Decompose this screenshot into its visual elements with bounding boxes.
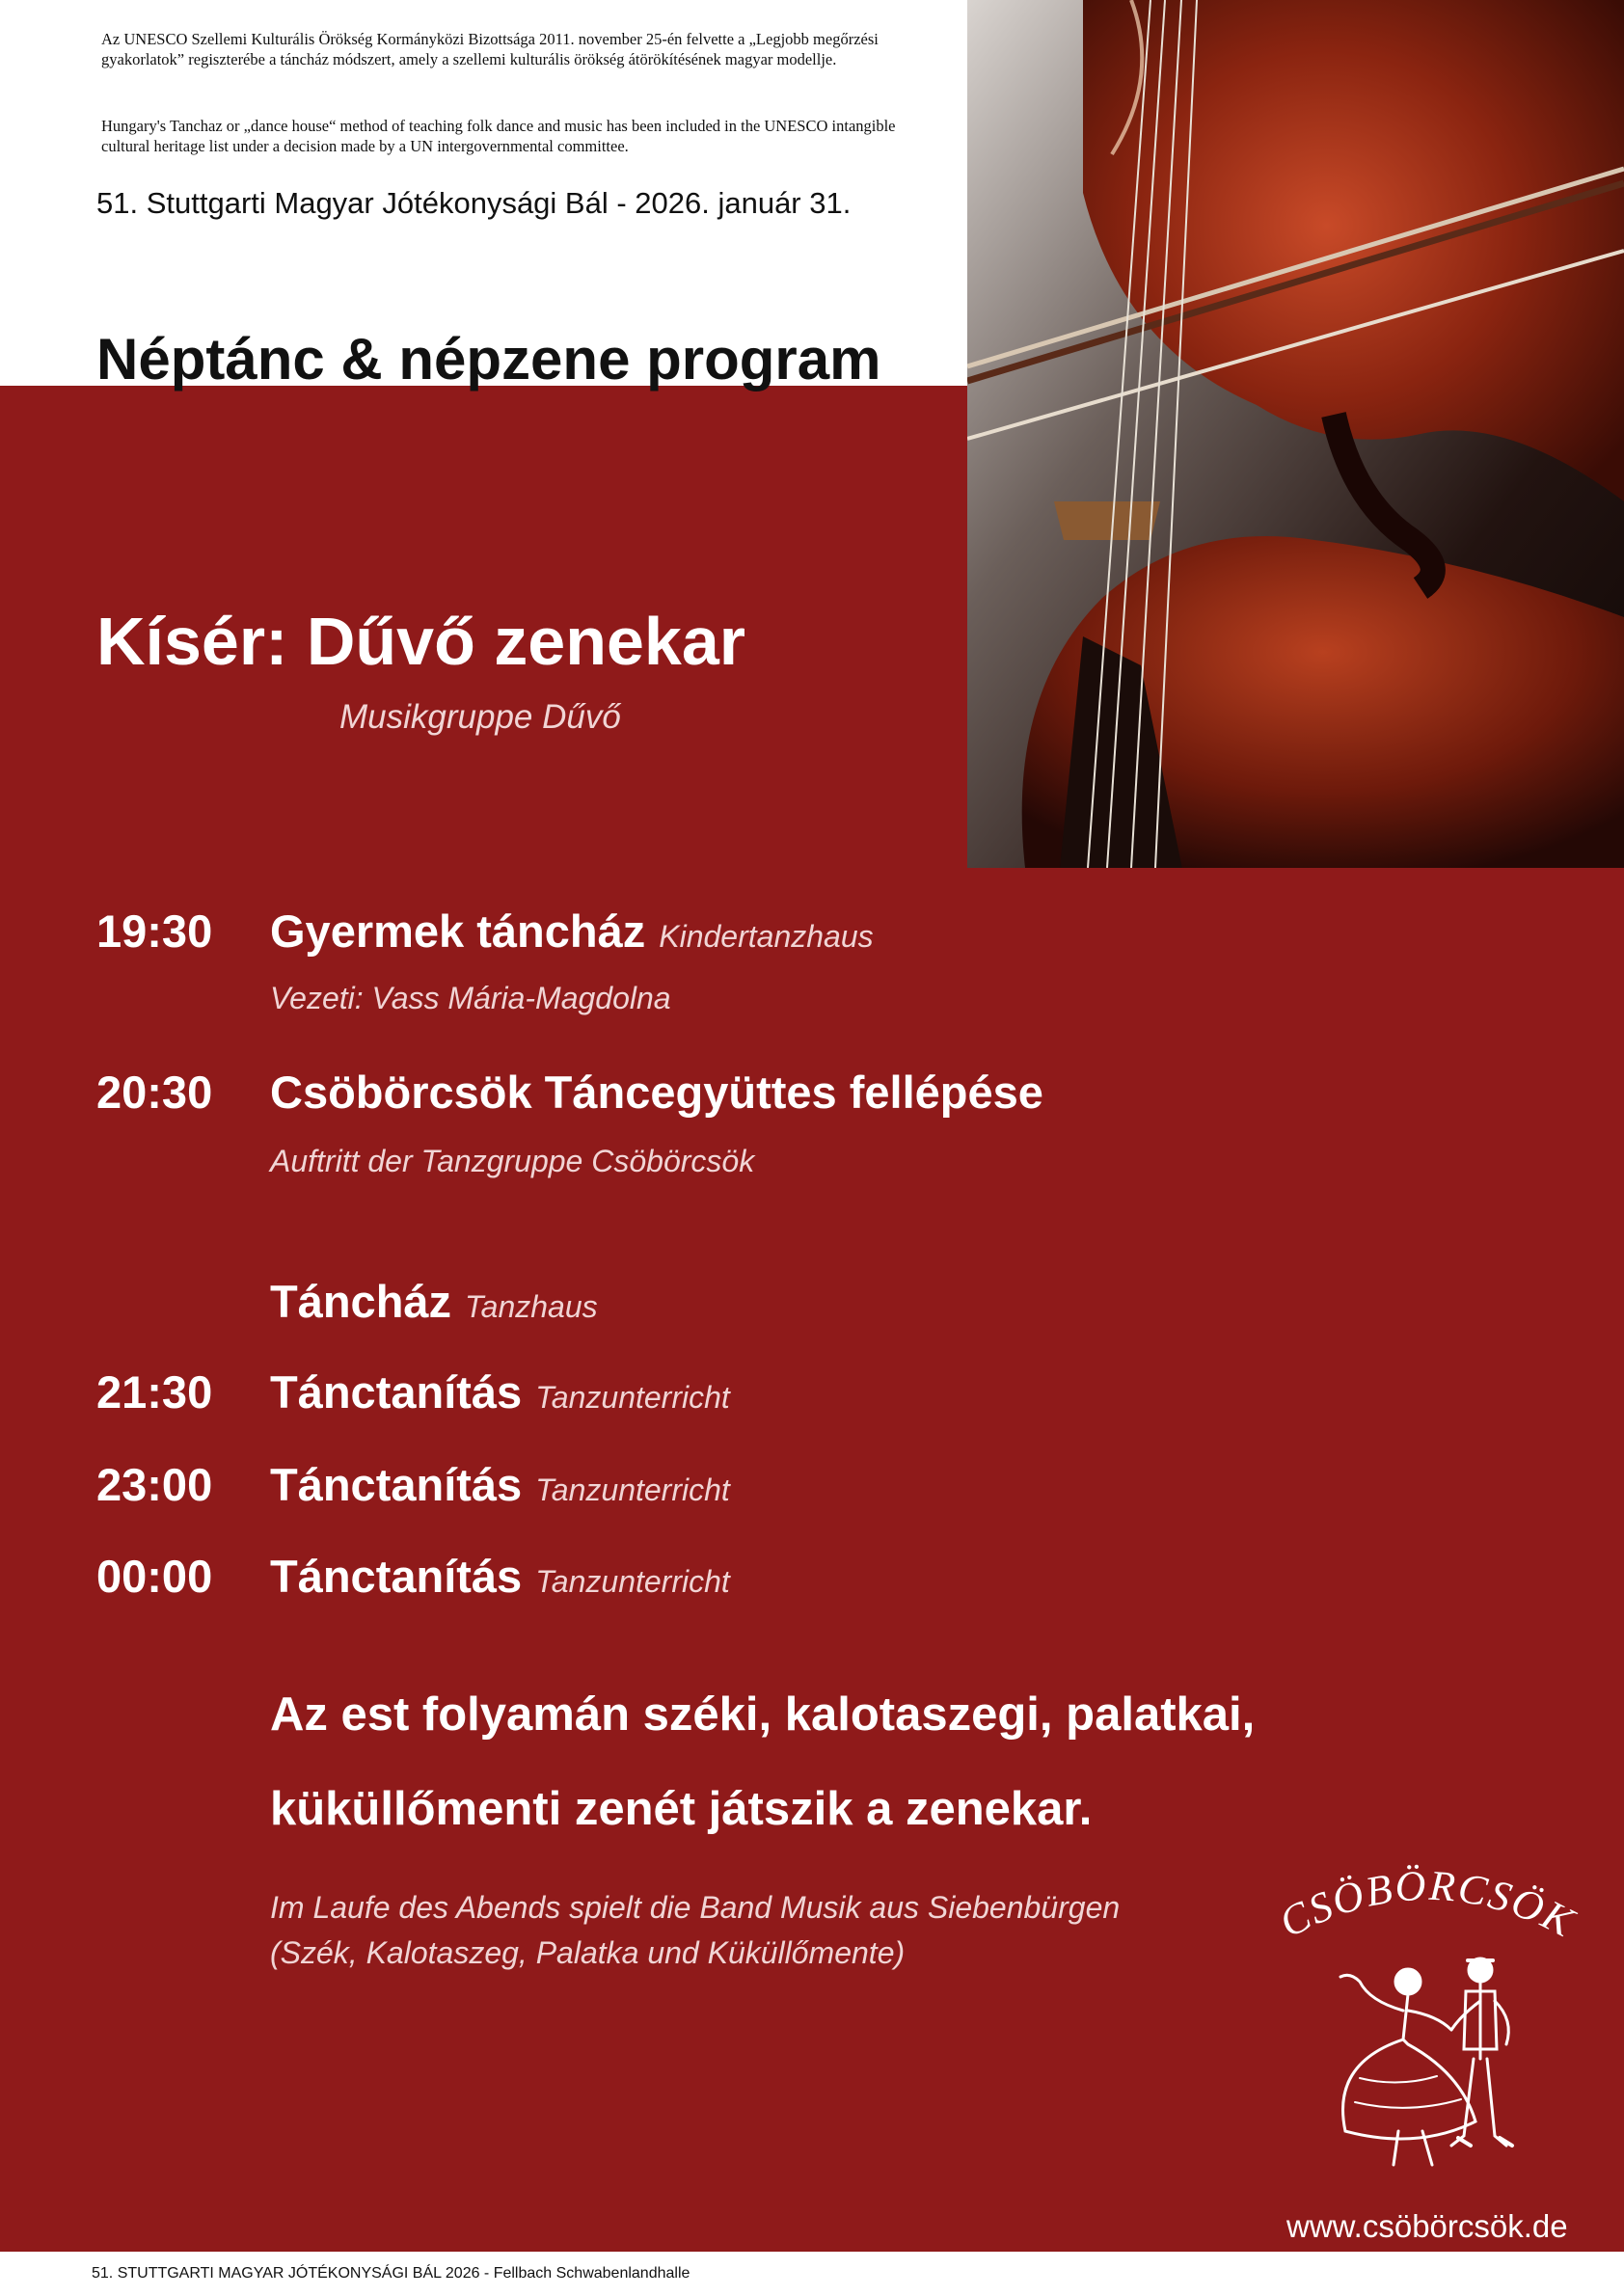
- program-subtitle: Auftritt der Tanzgruppe Csöbörcsök: [270, 1144, 755, 1178]
- footer-line: 51. STUTTGARTI MAGYAR JÓTÉKONYSÁGI BÁL 2026 - Fellbach Schwabenlandhalle: [92, 2265, 690, 2282]
- program-item: [270, 1550, 730, 1603]
- logo-text-path: CSÖBÖRCSÖK: [1271, 1861, 1583, 1947]
- program-item: [270, 1275, 598, 1328]
- program-title-german: Tanzhaus: [465, 1289, 598, 1324]
- program-title-german: Tanzunterricht: [535, 1380, 730, 1415]
- program-time: 00:00: [96, 1551, 213, 1602]
- program-title: Tánctanítás: [270, 1551, 523, 1602]
- event-line: 51. Stuttgarti Magyar Jótékonysági Bál - 2026. január 31.: [96, 186, 852, 220]
- page-title: Néptánc & népzene program: [96, 327, 881, 392]
- program-time: 19:30: [96, 905, 213, 957]
- program-item: [270, 1066, 1043, 1119]
- dancing-couple-icon: [1340, 1958, 1512, 2165]
- program-title: Tánctanítás: [270, 1366, 523, 1418]
- closing-line: küküllőmenti zenét játszik a zenekar.: [270, 1783, 1093, 1835]
- website-link[interactable]: www.csöbörcsök.de: [1286, 2208, 1568, 2244]
- program-time: 21:30: [96, 1366, 213, 1418]
- program-item: [270, 905, 874, 958]
- logo-text: [1272, 1862, 1583, 1948]
- program-time: 23:00: [96, 1459, 213, 1510]
- closing-german-line: Im Laufe des Abends spielt die Band Musik aus Siebenbürgen: [270, 1890, 1121, 1925]
- program-title-german: Kindertanzhaus: [659, 919, 874, 954]
- program-title: Tánctanítás: [270, 1459, 523, 1510]
- closing-german-line: (Szék, Kalotaszeg, Palatka und Küküllőmente): [270, 1935, 906, 1970]
- violin-photo-icon: [967, 0, 1624, 868]
- program-title: Csöbörcsök Táncegyüttes fellépése: [270, 1067, 1043, 1118]
- unesco-notice-english: Hungary's Tanchaz or „dance house“ method of teaching folk dance and music has been included in the UNESCO intangible cultural heritage list under a decision made by a UN intergovernmental committee.: [101, 117, 896, 155]
- program-title: Táncház: [270, 1276, 452, 1327]
- program-title: Gyermek táncház: [270, 905, 646, 957]
- program-subtitle: Vezeti: Vass Mária-Magdolna: [270, 981, 671, 1015]
- program-time: 20:30: [96, 1067, 213, 1118]
- csoborcsok-logo: [1254, 1856, 1601, 2174]
- unesco-notice-hungarian: Az UNESCO Szellemi Kulturális Örökség Kormányközi Bizottsága 2011. november 25-én felvette a „Legjobb megőrzési gyakorlatok” regiszterébe a táncház módszert, amely a szellemi kulturális örökség átörökítésének magyar modellje.: [101, 30, 879, 68]
- band-subtitle: Musikgruppe Dűvő: [339, 698, 621, 736]
- band-title: Kísér: Dűvő zenekar: [96, 604, 746, 679]
- violin-photo: [967, 0, 1624, 868]
- program-item: [270, 1458, 730, 1511]
- closing-german: [270, 1885, 1215, 1976]
- program-title-german: Tanzunterricht: [535, 1472, 730, 1507]
- program-title-german: Tanzunterricht: [535, 1564, 730, 1599]
- closing-line: Az est folyamán széki, kalotaszegi, palatkai,: [270, 1688, 1256, 1741]
- program-item: [270, 1365, 730, 1418]
